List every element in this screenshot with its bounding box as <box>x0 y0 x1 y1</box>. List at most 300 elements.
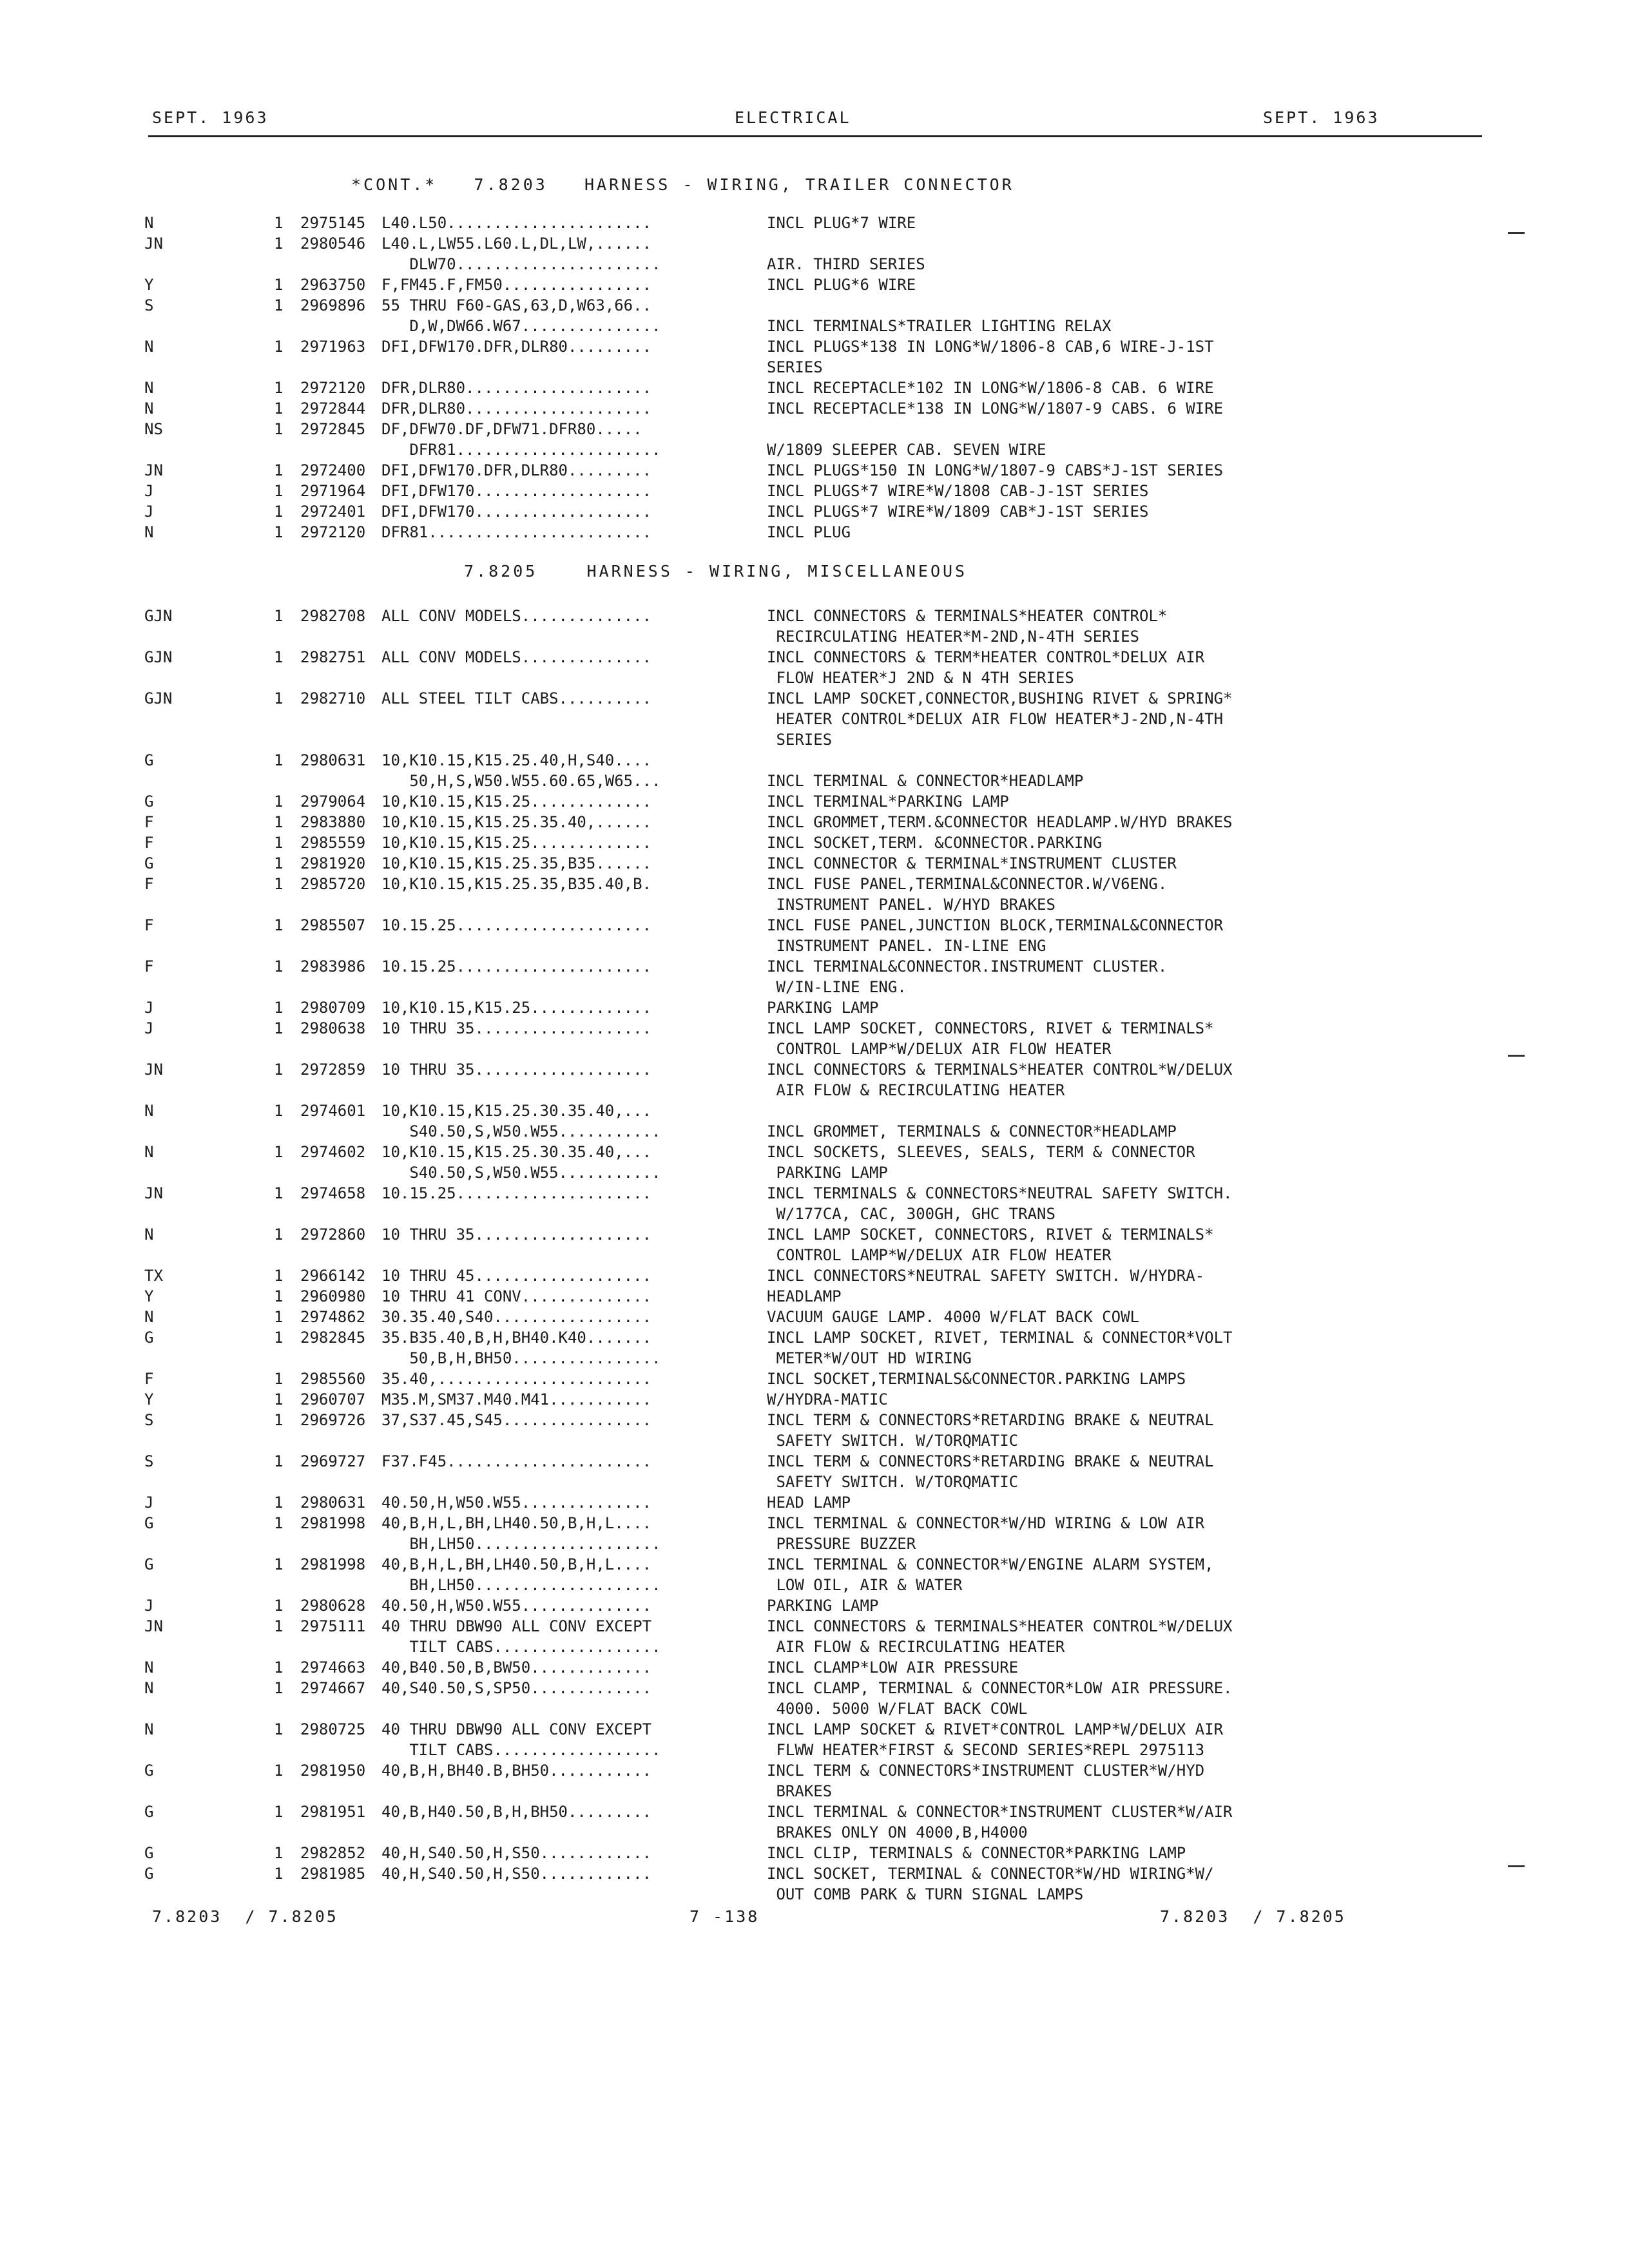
model-applicability: 40,B,H,BH40.B,BH50........... <box>381 1762 652 1780</box>
model-code: GJN <box>144 689 173 707</box>
parts-row <box>0 1451 1629 1472</box>
model-applicability: 40,H,S40.50,H,S50............ <box>381 1844 652 1862</box>
model-code: N <box>144 1679 154 1697</box>
part-number: 2980709 <box>300 999 366 1017</box>
model-applicability: 10,K10.15,K15.25.30.35.40,... <box>381 1143 652 1161</box>
model-applicability: BH,LH50.................... <box>381 1576 661 1594</box>
model-code: N <box>144 1143 154 1161</box>
parts-row <box>0 213 1629 233</box>
parts-row <box>0 1410 1629 1430</box>
quantity: 1 <box>274 1143 284 1161</box>
parts-row <box>0 1039 1629 1059</box>
parts-row <box>0 832 1629 853</box>
part-description: INCL GROMMET, TERMINALS & CONNECTOR*HEADLAMP <box>767 1122 1177 1140</box>
quantity: 1 <box>274 482 284 500</box>
part-description: SERIES <box>767 358 823 376</box>
model-applicability: 40,B,H,L,BH,LH40.50,B,H,L.... <box>381 1555 652 1573</box>
model-applicability: S40.50,S,W50.W55........... <box>381 1164 661 1182</box>
part-description: SAFETY SWITCH. W/TORQMATIC <box>767 1432 1019 1450</box>
model-code: JN <box>144 1184 163 1202</box>
part-number: 2971964 <box>300 482 366 500</box>
part-description: INCL CLAMP*LOW AIR PRESSURE <box>767 1658 1019 1677</box>
model-applicability: TILT CABS.................. <box>381 1638 661 1656</box>
model-applicability: DFR,DLR80.................... <box>381 399 652 418</box>
part-description: INCL TERM & CONNECTORS*RETARDING BRAKE & NEUTRAL <box>767 1452 1214 1470</box>
quantity: 1 <box>274 1452 284 1470</box>
parts-list-miscellaneous <box>0 606 1629 1905</box>
quantity: 1 <box>274 689 284 707</box>
model-code: S <box>144 1411 154 1429</box>
header-rule <box>148 135 1482 137</box>
parts-row <box>0 1802 1629 1822</box>
model-code: G <box>144 751 154 769</box>
part-number: 2981998 <box>300 1514 366 1532</box>
model-applicability: 10,K10.15,K15.25.35.40,...... <box>381 813 652 831</box>
model-applicability: ALL CONV MODELS.............. <box>381 607 652 625</box>
parts-row <box>0 1121 1629 1142</box>
part-description: FLOW HEATER*J 2ND & N 4TH SERIES <box>767 669 1074 687</box>
parts-row <box>0 1080 1629 1100</box>
model-applicability: 10 THRU 35................... <box>381 1061 652 1079</box>
margin-mark <box>1508 232 1525 234</box>
part-description: INCL GROMMET,TERM.&CONNECTOR HEADLAMP.W/HYD BRAKES <box>767 813 1233 831</box>
quantity: 1 <box>274 1762 284 1780</box>
model-code: F <box>144 834 154 852</box>
part-description: INSTRUMENT PANEL. W/HYD BRAKES <box>767 896 1055 914</box>
parts-row <box>0 1100 1629 1121</box>
quantity: 1 <box>274 338 284 356</box>
model-applicability: DFI,DFW170.DFR,DLR80......... <box>381 461 652 479</box>
model-code: J <box>144 999 154 1017</box>
footer-page-number: 7 -138 <box>689 1907 760 1926</box>
parts-row <box>0 1760 1629 1781</box>
parts-row <box>0 771 1629 791</box>
parts-row <box>0 1430 1629 1451</box>
model-code: J <box>144 1494 154 1512</box>
model-applicability: DF,DFW70.DF,DFW71.DFR80..... <box>381 420 642 438</box>
part-description: METER*W/OUT HD WIRING <box>767 1349 972 1367</box>
model-applicability: DFR81...................... <box>381 441 661 459</box>
part-description: INCL LAMP SOCKET, RIVET, TERMINAL & CONNECTOR*VOLT <box>767 1329 1233 1347</box>
part-description: INCL SOCKET,TERM. &CONNECTOR.PARKING <box>767 834 1103 852</box>
part-number: 2979064 <box>300 793 366 811</box>
part-description: FLWW HEATER*FIRST & SECOND SERIES*REPL 2975113 <box>767 1741 1205 1759</box>
part-description: INCL FUSE PANEL,TERMINAL&CONNECTOR.W/V6ENG. <box>767 875 1168 893</box>
model-code: G <box>144 1803 154 1821</box>
model-applicability: 40,H,S40.50,H,S50............ <box>381 1865 652 1883</box>
parts-row <box>0 1472 1629 1492</box>
header-title: ELECTRICAL <box>735 108 851 127</box>
model-applicability: 40,B40.50,B,BW50............. <box>381 1658 652 1677</box>
model-code: GJN <box>144 607 173 625</box>
model-code: G <box>144 1762 154 1780</box>
model-code: J <box>144 503 154 521</box>
parts-row <box>0 1884 1629 1905</box>
part-description: CONTROL LAMP*W/DELUX AIR FLOW HEATER <box>767 1040 1112 1058</box>
quantity: 1 <box>274 648 284 666</box>
model-applicability: L40.L50...................... <box>381 214 652 232</box>
part-number: 2969727 <box>300 1452 366 1470</box>
parts-row <box>0 1224 1629 1245</box>
part-number: 2972844 <box>300 399 366 418</box>
part-number: 2960980 <box>300 1287 366 1305</box>
part-description: OUT COMB PARK & TURN SIGNAL LAMPS <box>767 1885 1084 1903</box>
parts-row <box>0 1678 1629 1698</box>
part-description: AIR. THIRD SERIES <box>767 255 925 273</box>
parts-row <box>0 750 1629 771</box>
model-applicability: 10,K10.15,K15.25............. <box>381 834 652 852</box>
part-number: 2972120 <box>300 523 366 541</box>
parts-row <box>0 1307 1629 1327</box>
quantity: 1 <box>274 379 284 397</box>
model-code: N <box>144 338 154 356</box>
quantity: 1 <box>274 957 284 975</box>
quantity: 1 <box>274 1061 284 1079</box>
model-code: G <box>144 1329 154 1347</box>
part-description: W/IN-LINE ENG. <box>767 978 907 996</box>
part-description: AIR FLOW & RECIRCULATING HEATER <box>767 1081 1065 1099</box>
parts-row <box>0 1740 1629 1760</box>
parts-row <box>0 1204 1629 1224</box>
parts-row <box>0 729 1629 750</box>
model-code: G <box>144 1514 154 1532</box>
quantity: 1 <box>274 1225 284 1244</box>
quantity: 1 <box>274 523 284 541</box>
parts-row <box>0 460 1629 481</box>
parts-row <box>0 439 1629 460</box>
parts-row <box>0 295 1629 316</box>
part-number: 2982710 <box>300 689 366 707</box>
part-number: 2980638 <box>300 1019 366 1037</box>
model-applicability: 10 THRU 41 CONV.............. <box>381 1287 652 1305</box>
model-applicability: ALL CONV MODELS.............. <box>381 648 652 666</box>
quantity: 1 <box>274 1370 284 1388</box>
part-number: 2974862 <box>300 1308 366 1326</box>
quantity: 1 <box>274 999 284 1017</box>
model-code: JN <box>144 1061 163 1079</box>
part-number: 2971963 <box>300 338 366 356</box>
quantity: 1 <box>274 751 284 769</box>
part-description: INCL LAMP SOCKET & RIVET*CONTROL LAMP*W/DELUX AIR <box>767 1720 1224 1738</box>
model-applicability: DFR81........................ <box>381 523 652 541</box>
model-applicability: 40.50,H,W50.W55.............. <box>381 1494 652 1512</box>
model-code: J <box>144 1019 154 1037</box>
part-number: 2985559 <box>300 834 366 852</box>
model-code: G <box>144 1865 154 1883</box>
part-description: INCL TERMINAL & CONNECTOR*INSTRUMENT CLUSTER*W/AIR <box>767 1803 1233 1821</box>
model-applicability: 40 THRU DBW90 ALL CONV EXCEPT <box>381 1617 652 1635</box>
model-applicability: L40.L,LW55.L60.L,DL,LW,...... <box>381 235 652 253</box>
part-number: 2985560 <box>300 1370 366 1388</box>
parts-row <box>0 1513 1629 1533</box>
quantity: 1 <box>274 1329 284 1347</box>
quantity: 1 <box>274 399 284 418</box>
part-description: INCL TERMINALS & CONNECTORS*NEUTRAL SAFETY SWITCH. <box>767 1184 1233 1202</box>
part-description: INCL PLUGS*150 IN LONG*W/1807-9 CABS*J-1ST SERIES <box>767 461 1224 479</box>
quantity: 1 <box>274 1720 284 1738</box>
part-number: 2974601 <box>300 1102 366 1120</box>
model-code: F <box>144 875 154 893</box>
model-code: Y <box>144 1390 154 1408</box>
quantity: 1 <box>274 1658 284 1677</box>
parts-row <box>0 626 1629 647</box>
quantity: 1 <box>274 607 284 625</box>
model-applicability: BH,LH50.................... <box>381 1535 661 1553</box>
part-description: INSTRUMENT PANEL. IN-LINE ENG <box>767 937 1046 955</box>
quantity: 1 <box>274 296 284 314</box>
model-code: N <box>144 1658 154 1677</box>
part-description: AIR FLOW & RECIRCULATING HEATER <box>767 1638 1065 1656</box>
parts-row <box>0 522 1629 543</box>
parts-row <box>0 1059 1629 1080</box>
quantity: 1 <box>274 813 284 831</box>
parts-row <box>0 1719 1629 1740</box>
part-description: PARKING LAMP <box>767 1597 879 1615</box>
part-number: 2980631 <box>300 751 366 769</box>
parts-row <box>0 1533 1629 1554</box>
model-applicability: 40,B,H,L,BH,LH40.50,B,H,L.... <box>381 1514 652 1532</box>
quantity: 1 <box>274 276 284 294</box>
parts-row <box>0 357 1629 378</box>
model-applicability: 37,S37.45,S45................ <box>381 1411 652 1429</box>
part-description: INCL LAMP SOCKET, CONNECTORS, RIVET & TERMINALS* <box>767 1019 1214 1037</box>
model-applicability: 40,S40.50,S,SP50............. <box>381 1679 652 1697</box>
part-description: SERIES <box>767 731 833 749</box>
part-number: 2981985 <box>300 1865 366 1883</box>
model-applicability: D,W,DW66.W67............... <box>381 317 661 335</box>
model-applicability: S40.50,S,W50.W55........... <box>381 1122 661 1140</box>
quantity: 1 <box>274 461 284 479</box>
part-number: 2963750 <box>300 276 366 294</box>
model-code: JN <box>144 1617 163 1635</box>
quantity: 1 <box>274 1844 284 1862</box>
part-description: INCL CONNECTORS & TERMINALS*HEATER CONTROL*W/DELUX <box>767 1061 1233 1079</box>
parts-row <box>0 1286 1629 1307</box>
part-description: INCL PLUG*7 WIRE <box>767 214 916 232</box>
model-code: G <box>144 854 154 872</box>
parts-row <box>0 1616 1629 1637</box>
model-code: NS <box>144 420 163 438</box>
quantity: 1 <box>274 1679 284 1697</box>
parts-row <box>0 481 1629 501</box>
part-description: HEAD LAMP <box>767 1494 851 1512</box>
part-description: CONTROL LAMP*W/DELUX AIR FLOW HEATER <box>767 1246 1112 1264</box>
part-number: 2972120 <box>300 379 366 397</box>
part-description: 4000. 5000 W/FLAT BACK COWL <box>767 1700 1028 1718</box>
model-applicability: DLW70...................... <box>381 255 661 273</box>
parts-row <box>0 791 1629 812</box>
quantity: 1 <box>274 1865 284 1883</box>
parts-row <box>0 997 1629 1018</box>
section-title-trailer-connector: *CONT.* 7.8203 HARNESS - WIRING, TRAILER CONNECTOR <box>351 175 1014 194</box>
quantity: 1 <box>274 875 284 893</box>
quantity: 1 <box>274 1019 284 1037</box>
quantity: 1 <box>274 1308 284 1326</box>
part-number: 2960707 <box>300 1390 366 1408</box>
model-code: S <box>144 296 154 314</box>
part-description: INCL SOCKET, TERMINAL & CONNECTOR*W/HD WIRING*W/ <box>767 1865 1214 1883</box>
model-applicability: 35.B35.40,B,H,BH40.K40....... <box>381 1329 652 1347</box>
margin-mark <box>1508 1055 1525 1057</box>
model-code: N <box>144 1102 154 1120</box>
model-applicability: DFI,DFW170................... <box>381 503 652 521</box>
part-number: 2975111 <box>300 1617 366 1635</box>
parts-row <box>0 1265 1629 1286</box>
part-number: 2972860 <box>300 1225 366 1244</box>
model-applicability: 35.40,....................... <box>381 1370 652 1388</box>
model-applicability: M35.M,SM37.M40.M41........... <box>381 1390 652 1408</box>
part-description: LOW OIL, AIR & WATER <box>767 1576 963 1594</box>
model-code: N <box>144 523 154 541</box>
part-description: INCL RECEPTACLE*102 IN LONG*W/1806-8 CAB. 6 WIRE <box>767 379 1214 397</box>
part-description: INCL CONNECTORS & TERM*HEATER CONTROL*DELUX AIR <box>767 648 1205 666</box>
part-description: INCL TERMINAL & CONNECTOR*W/ENGINE ALARM SYSTEM, <box>767 1555 1214 1573</box>
part-description: HEATER CONTROL*DELUX AIR FLOW HEATER*J-2ND,N-4TH <box>767 710 1224 728</box>
model-applicability: 50,H,S,W50.W55.60.65,W65... <box>381 772 661 790</box>
part-description: INCL TERMINALS*TRAILER LIGHTING RELAX <box>767 317 1112 335</box>
parts-row <box>0 668 1629 688</box>
parts-row <box>0 1657 1629 1678</box>
model-applicability: 10 THRU 45................... <box>381 1267 652 1285</box>
part-description: INCL CONNECTORS & TERMINALS*HEATER CONTROL*W/DELUX <box>767 1617 1233 1635</box>
quantity: 1 <box>274 1514 284 1532</box>
part-number: 2966142 <box>300 1267 366 1285</box>
quantity: 1 <box>274 1102 284 1120</box>
part-description: INCL TERMINAL&CONNECTOR.INSTRUMENT CLUSTER. <box>767 957 1168 975</box>
quantity: 1 <box>274 916 284 934</box>
part-description: BRAKES <box>767 1782 833 1800</box>
model-applicability: 40.50,H,W50.W55.............. <box>381 1597 652 1615</box>
model-code: JN <box>144 461 163 479</box>
parts-row <box>0 1327 1629 1348</box>
quantity: 1 <box>274 420 284 438</box>
part-number: 2981950 <box>300 1762 366 1780</box>
parts-row <box>0 1822 1629 1843</box>
part-description: INCL TERMINAL & CONNECTOR*HEADLAMP <box>767 772 1084 790</box>
part-number: 2985507 <box>300 916 366 934</box>
quantity: 1 <box>274 1555 284 1573</box>
model-applicability: 40 THRU DBW90 ALL CONV EXCEPT <box>381 1720 652 1738</box>
model-applicability: 10,K10.15,K15.25............. <box>381 793 652 811</box>
model-applicability: 55 THRU F60-GAS,63,D,W63,66.. <box>381 296 652 314</box>
part-description: INCL RECEPTACLE*138 IN LONG*W/1807-9 CABS. 6 WIRE <box>767 399 1224 418</box>
part-description: RECIRCULATING HEATER*M-2ND,N-4TH SERIES <box>767 628 1139 646</box>
model-applicability: 10 THRU 35................... <box>381 1019 652 1037</box>
model-code: G <box>144 1844 154 1862</box>
quantity: 1 <box>274 1267 284 1285</box>
part-number: 2981998 <box>300 1555 366 1573</box>
model-code: F <box>144 1370 154 1388</box>
parts-row <box>0 1863 1629 1884</box>
footer-section-ref-right: 7.8203 / 7.8205 <box>1160 1907 1346 1926</box>
part-description: VACUUM GAUGE LAMP. 4000 W/FLAT BACK COWL <box>767 1308 1139 1326</box>
model-applicability: 10.15.25..................... <box>381 1184 652 1202</box>
parts-row <box>0 254 1629 274</box>
parts-row <box>0 1637 1629 1657</box>
part-description: INCL CLIP, TERMINALS & CONNECTOR*PARKING LAMP <box>767 1844 1186 1862</box>
model-code: J <box>144 1597 154 1615</box>
footer-section-ref-left: 7.8203 / 7.8205 <box>152 1907 338 1926</box>
quantity: 1 <box>274 793 284 811</box>
part-description: INCL SOCKETS, SLEEVES, SEALS, TERM & CONNECTOR <box>767 1143 1195 1161</box>
part-number: 2969896 <box>300 296 366 314</box>
quantity: 1 <box>274 214 284 232</box>
parts-row <box>0 398 1629 419</box>
model-applicability: 10,K10.15,K15.25.35,B35...... <box>381 854 652 872</box>
part-number: 2972859 <box>300 1061 366 1079</box>
model-code: GJN <box>144 648 173 666</box>
quantity: 1 <box>274 1184 284 1202</box>
model-code: JN <box>144 235 163 253</box>
part-number: 2980546 <box>300 235 366 253</box>
model-applicability: F37.F45...................... <box>381 1452 652 1470</box>
model-applicability: ALL STEEL TILT CABS.......... <box>381 689 652 707</box>
model-code: N <box>144 379 154 397</box>
model-applicability: 10,K10.15,K15.25.30.35.40,... <box>381 1102 652 1120</box>
parts-row <box>0 1142 1629 1162</box>
parts-row <box>0 1843 1629 1863</box>
model-code: F <box>144 813 154 831</box>
model-code: N <box>144 1308 154 1326</box>
part-number: 2974602 <box>300 1143 366 1161</box>
quantity: 1 <box>274 1617 284 1635</box>
parts-row <box>0 1348 1629 1369</box>
part-description: PARKING LAMP <box>767 1164 888 1182</box>
model-code: Y <box>144 1287 154 1305</box>
quantity: 1 <box>274 834 284 852</box>
part-description: HEADLAMP <box>767 1287 842 1305</box>
part-description: BRAKES ONLY ON 4000,B,H4000 <box>767 1823 1028 1841</box>
part-description: INCL LAMP SOCKET,CONNECTOR,BUSHING RIVET & SPRING* <box>767 689 1233 707</box>
model-applicability: DFI,DFW170................... <box>381 482 652 500</box>
margin-mark <box>1508 1865 1525 1867</box>
part-description: INCL TERMINAL*PARKING LAMP <box>767 793 1009 811</box>
parts-row <box>0 936 1629 956</box>
parts-row <box>0 894 1629 915</box>
quantity: 1 <box>274 1803 284 1821</box>
model-applicability: 30.35.40,S40................. <box>381 1308 652 1326</box>
parts-list-trailer-connector <box>0 213 1629 543</box>
part-description: INCL PLUG <box>767 523 851 541</box>
model-code: N <box>144 1225 154 1244</box>
part-description: INCL TERMINAL & CONNECTOR*W/HD WIRING & LOW AIR <box>767 1514 1205 1532</box>
part-description: SAFETY SWITCH. W/TORQMATIC <box>767 1473 1019 1491</box>
part-description: INCL PLUGS*7 WIRE*W/1809 CAB*J-1ST SERIES <box>767 503 1149 521</box>
parts-row <box>0 812 1629 832</box>
parts-row <box>0 1389 1629 1410</box>
part-number: 2981951 <box>300 1803 366 1821</box>
model-applicability: TILT CABS.................. <box>381 1741 661 1759</box>
model-code: TX <box>144 1267 163 1285</box>
quantity: 1 <box>274 1411 284 1429</box>
parts-row <box>0 233 1629 254</box>
part-number: 2983880 <box>300 813 366 831</box>
part-description: PARKING LAMP <box>767 999 879 1017</box>
parts-row <box>0 1781 1629 1802</box>
part-number: 2985720 <box>300 875 366 893</box>
part-description: INCL CONNECTORS & TERMINALS*HEATER CONTROL* <box>767 607 1168 625</box>
parts-row <box>0 419 1629 439</box>
part-number: 2980725 <box>300 1720 366 1738</box>
model-applicability: F,FM45.F,FM50................ <box>381 276 652 294</box>
parts-row <box>0 1183 1629 1204</box>
model-applicability: 10.15.25..................... <box>381 916 652 934</box>
part-description: INCL SOCKET,TERMINALS&CONNECTOR.PARKING LAMPS <box>767 1370 1186 1388</box>
part-description: INCL PLUGS*138 IN LONG*W/1806-8 CAB,6 WIRE-J-1ST <box>767 338 1214 356</box>
model-applicability: 10,K10.15,K15.25............. <box>381 999 652 1017</box>
model-code: G <box>144 793 154 811</box>
part-number: 2974667 <box>300 1679 366 1697</box>
